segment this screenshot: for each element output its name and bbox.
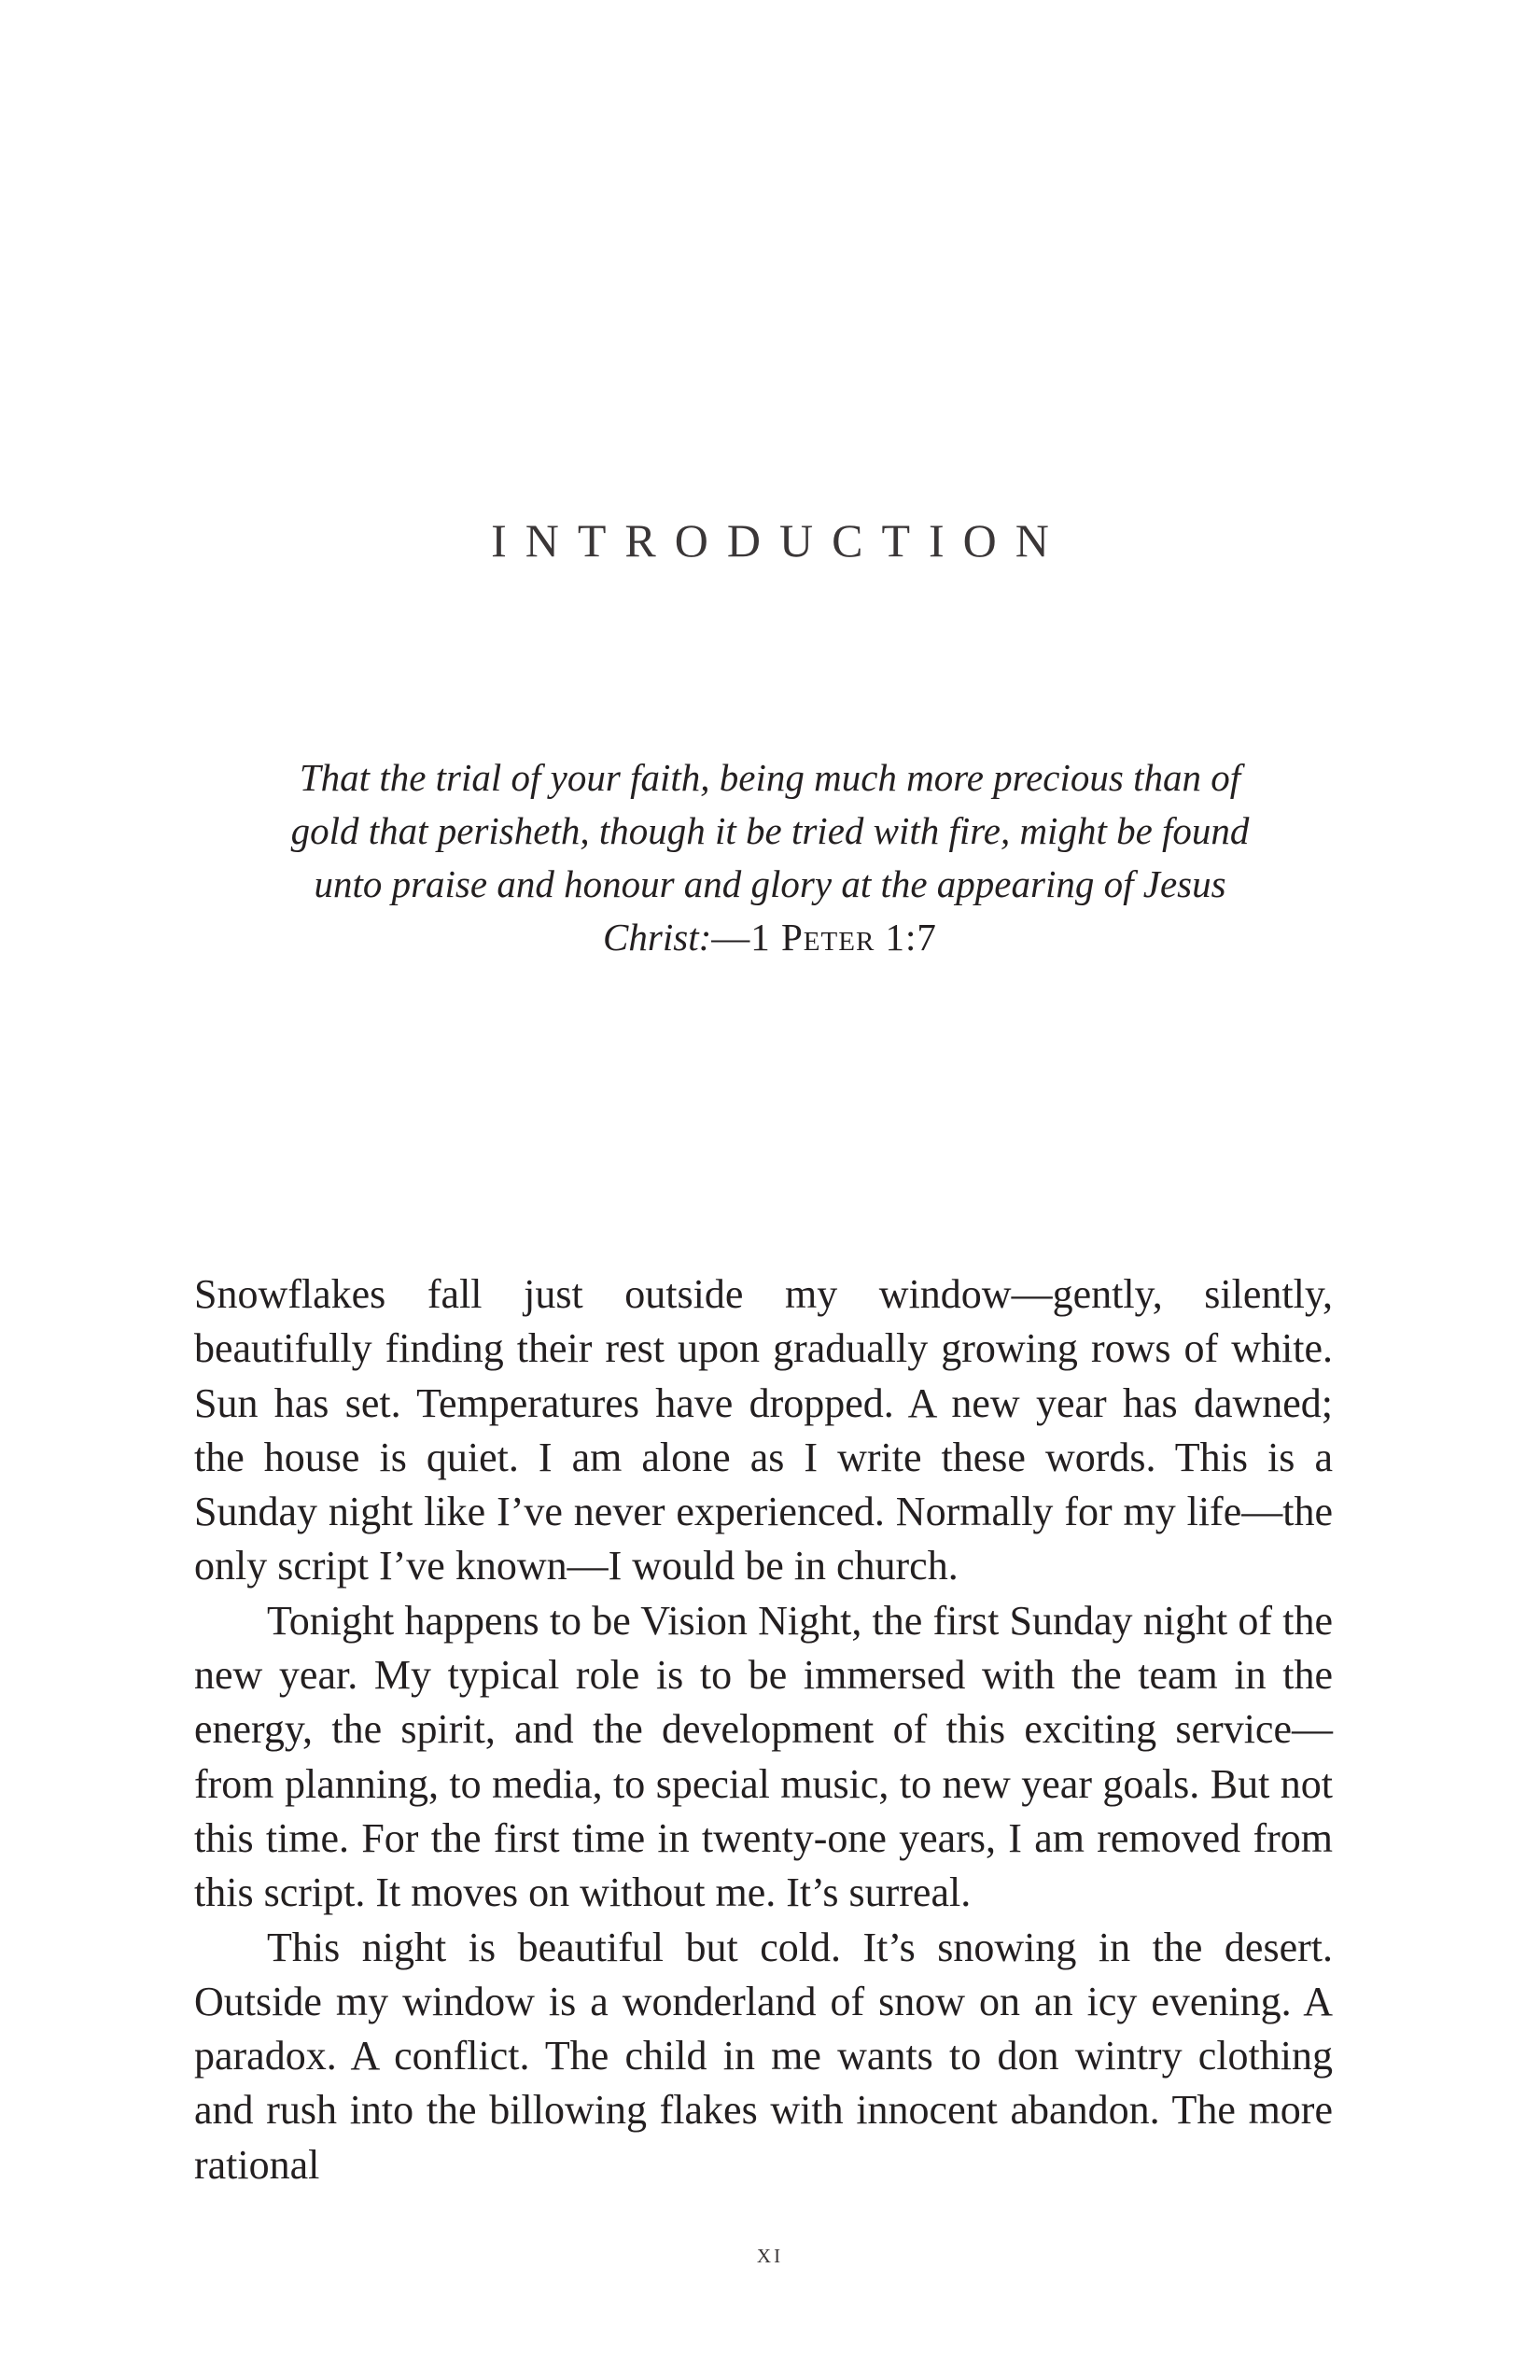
epigraph <box>261 751 1279 964</box>
epigraph-last-line <box>261 911 1279 964</box>
epigraph-last-line-text: Christ: <box>603 916 712 959</box>
epigraph-line: That the trial of your faith, being much more precious than of <box>299 756 1241 799</box>
paragraph: Snowflakes fall just outside my window—gently, silently, beautifully finding their rest upon gradually growing rows of white. Sun has set. Temperatures have dropped. A new year has dawned; the house is quiet. I am alone as I write these words. This is a Sunday night like I’ve never experienced. Normally for my life—the only script I’ve known—I would be in church. <box>194 1271 1333 1589</box>
epigraph-source: —1 Peter 1:7 <box>711 916 937 959</box>
epigraph-line: gold that perisheth, though it be tried with fire, might be found <box>290 809 1250 852</box>
page-number: xi <box>756 2238 784 2269</box>
body-text <box>194 1267 1333 2192</box>
paragraph: This night is beautiful but cold. It’s snowing in the desert. Outside my window is a wonderland of snow on an icy evening. A paradox. A conflict. The child in me wants to don wintry clothing and rush into the billowing flakes with innocent abandon. The more rational <box>194 1924 1333 2188</box>
paragraph: Tonight happens to be Vision Night, the first Sunday night of the new year. My typical role is to be immersed with the team in the energy, the spirit, and the development of this exciting service—from planning, to media, to special music, to new year goals. But not this time. For the first time in twenty-one years, I am removed from this script. It moves on without me. It’s surreal. <box>194 1597 1333 1916</box>
epigraph-line: unto praise and honour and glory at the appearing of Jesus <box>314 862 1226 905</box>
chapter-title: INTRODUCTION <box>491 514 1068 567</box>
